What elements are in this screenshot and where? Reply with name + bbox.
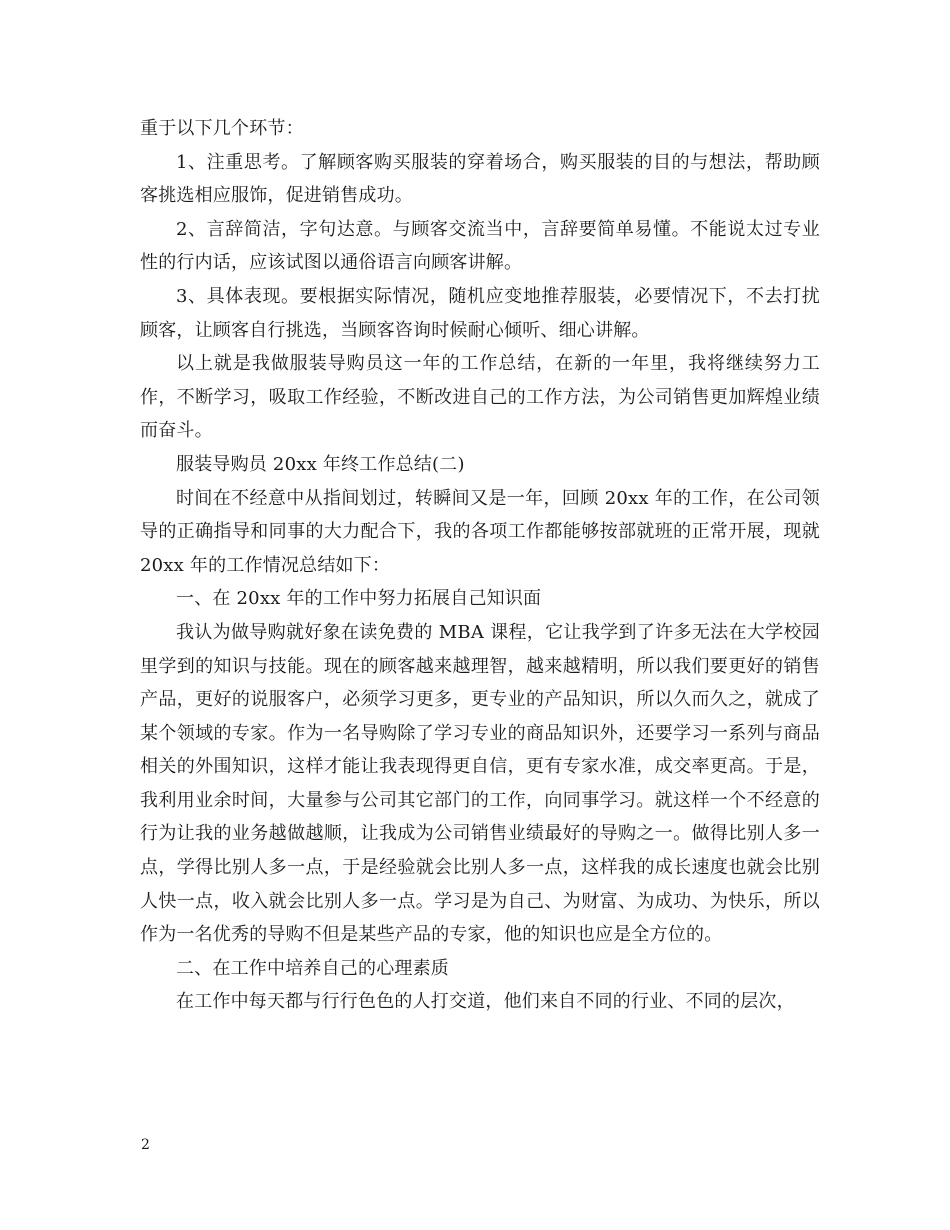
paragraph: 时间在不经意中从指间划过，转瞬间又是一年，回顾 20xx 年的工作，在公司领导的正确指导和同事的大力配合下，我的各项工作都能够按部就班的正常开展，现就 20xx 年的工作情况总结如下： xyxy=(140,487,820,576)
section-heading: 二、在工作中培养自己的心理素质 xyxy=(176,957,449,979)
paragraph: 重于以下几个环节： xyxy=(140,118,304,139)
section-heading: 服装导购员 20xx 年终工作总结(二) xyxy=(176,453,465,475)
paragraph: 以上就是我做服装导购员这一年的工作总结，在新的一年里，我将继续努力工作，不断学习，吸取工作经验，不断改进自己的工作方法，为公司销售更加辉煌业绩而奋斗。 xyxy=(140,353,820,442)
page-number: 2 xyxy=(141,1137,150,1153)
paragraph: 在工作中每天都与行行色色的人打交道，他们来自不同的行业、不同的层次， xyxy=(176,991,795,1013)
document-page xyxy=(140,112,820,1019)
section-heading: 一、在 20xx 年的工作中努力拓展自己知识面 xyxy=(176,588,542,610)
paragraph: 我认为做导购就好象在读免费的 MBA 课程，它让我学到了许多无法在大学校园里学到的知识与技能。现在的顾客越来越理智，越来越精明，所以我们要更好的销售产品，更好的说服客户，必须学习更多，更专业的产品知识，所以久而久之，就成了某个领域的专家。作为一名导购除了学习专业的商品知识外，还要学习一系列与商品相关的外围知识，这样才能让我表现得更自信，更有专家水准，成交率更高。于是，我利用业余时间，大量参与公司其它部门的工作，向同事学习。就这样一个不经意的行为让我的业务越做越顺，让我成为公司销售业绩最好的导购之一。做得比别人多一点，学得比别人多一点，于是经验就会比别人多一点，这样我的成长速度也就会比别人快一点，收入就会比别人多一点。学习是为自己、为财富、为成功、为快乐，所以作为一名优秀的导购不但是某些产品的专家，他的知识也应是全方位的。 xyxy=(140,621,820,946)
paragraph: 2、言辞简洁，字句达意。与顾客交流当中，言辞要简单易懂。不能说太过专业性的行内话，应该试图以通俗语言向顾客讲解。 xyxy=(140,218,820,274)
paragraph: 3、具体表现。要根据实际情况，随机应变地推荐服装，必要情况下，不去打扰顾客，让顾客自行挑选，当顾客咨询时候耐心倾听、细心讲解。 xyxy=(140,285,820,341)
paragraph: 1、注重思考。了解顾客购买服装的穿着场合，购买服装的目的与想法，帮助顾客挑选相应服饰，促进销售成功。 xyxy=(140,151,820,207)
